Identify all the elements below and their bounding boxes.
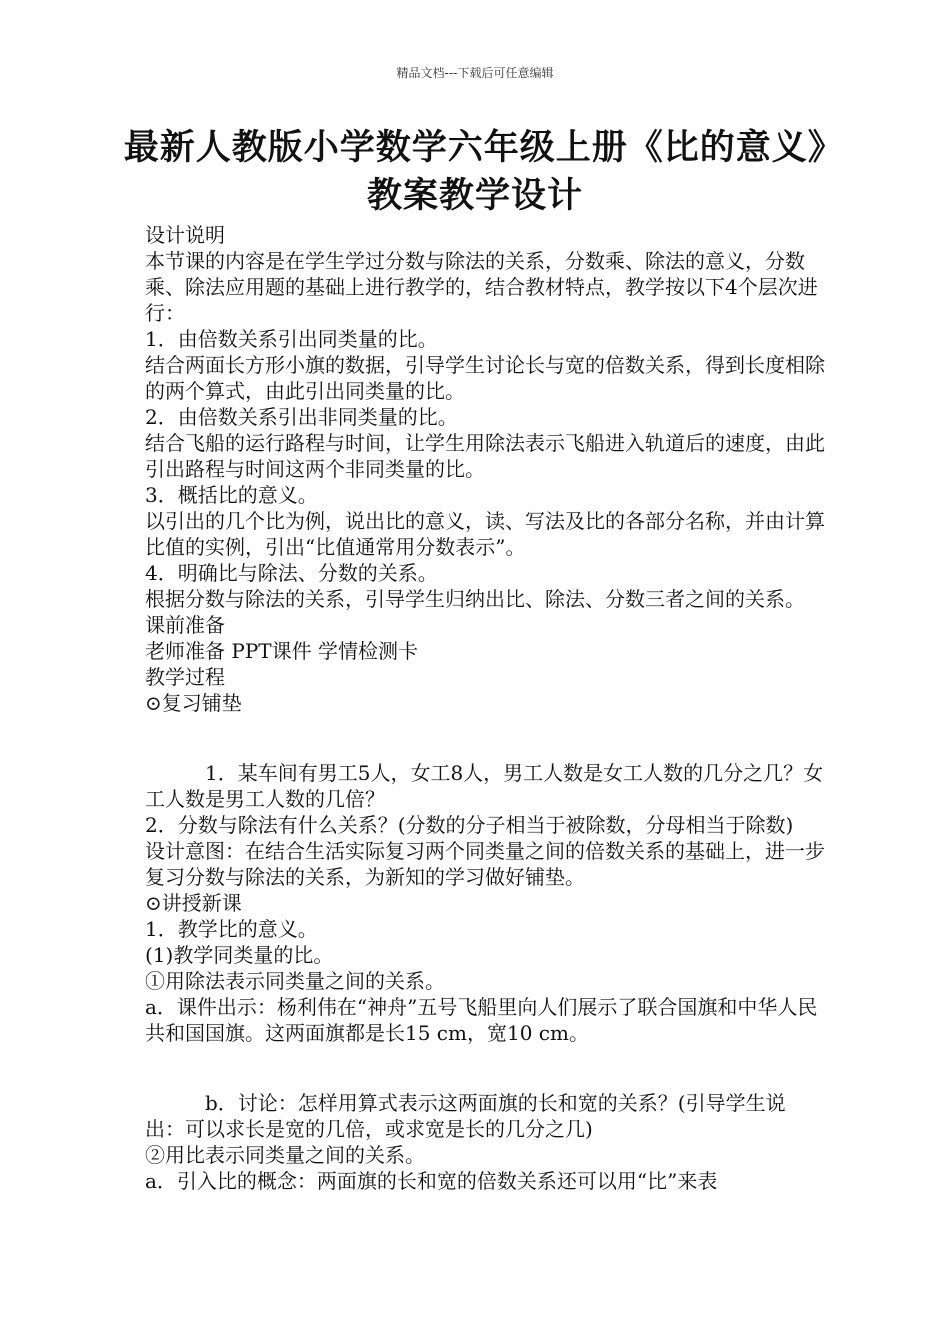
paragraph: a．课件出示：杨利伟在“神舟”五号飞船里向人们展示了联合国旗和中华人民共和国国旗。这两面旗都是长15 cm，宽10 cm。 <box>145 995 818 1045</box>
paragraph: 以引出的几个比为例，说出比的意义，读、写法及比的各部分名称，并由计算比值的实例，引出“比值通常用分数表示”。 <box>145 509 825 559</box>
paragraph: 1．某车间有男工5人，女工8人，男工人数是女工人数的几分之几？女工人数是男工人数的几倍？ <box>145 761 824 811</box>
paragraph: 4．明确比与除法、分数的关系。 <box>145 561 438 585</box>
paragraph: 3．概括比的意义。 <box>145 483 318 507</box>
paragraph: ②用比表示同类量之间的关系。 <box>145 1143 425 1167</box>
paragraph: 设计意图：在结合生活实际复习两个同类量之间的倍数关系的基础上，进一步复习分数与除法的关系，为新知的学习做好铺垫。 <box>145 839 825 889</box>
paragraph: 1．由倍数关系引出同类量的比。 <box>145 327 438 351</box>
section-heading-process: 教学过程 <box>145 665 225 689</box>
paragraph: 结合飞船的运行路程与时间，让学生用除法表示飞船进入轨道后的速度，由此引出路程与时间这两个非同类量的比。 <box>145 431 825 481</box>
header-note: 精品文档---下载后可任意编辑 <box>396 66 554 80</box>
spacer <box>145 1046 825 1090</box>
paragraph: 本节课的内容是在学生学过分数与除法的关系，分数乘、除法的意义，分数乘、除法应用题的基础上进行教学的，结合教材特点，教学按以下4个层次进行： <box>145 249 818 325</box>
paragraph: 结合两面长方形小旗的数据，引导学生讨论长与宽的倍数关系，得到长度相除的两个算式，由此引出同类量的比。 <box>145 353 825 403</box>
paragraph: 2．由倍数关系引出非同类量的比。 <box>145 405 458 429</box>
spacer <box>145 716 825 760</box>
paragraph: 2．分数与除法有什么关系？(分数的分子相当于被除数，分母相当于除数) <box>145 813 794 837</box>
section-heading-prep: 课前准备 <box>145 613 225 637</box>
document-title: 最新人教版小学数学六年级上册《比的意义》教案教学设计 <box>123 127 827 216</box>
section-heading-new-lesson: ⊙讲授新课 <box>145 891 242 915</box>
paragraph: a．引入比的概念：两面旗的长和宽的倍数关系还可以用“比”来表 <box>145 1169 718 1193</box>
section-heading-design: 设计说明 <box>145 223 225 247</box>
paragraph: (1)教学同类量的比。 <box>145 943 334 967</box>
paragraph: b．讨论：怎样用算式表示这两面旗的长和宽的关系？(引导学生说出：可以求长是宽的几倍，或求宽是长的几分之几) <box>145 1091 786 1141</box>
paragraph: 根据分数与除法的关系，引导学生归纳出比、除法、分数三者之间的关系。 <box>145 587 805 611</box>
document-body <box>145 222 825 1194</box>
section-heading-review: ⊙复习铺垫 <box>145 691 242 715</box>
paragraph: 老师准备 PPT课件 学情检测卡 <box>145 639 418 663</box>
paragraph: ①用除法表示同类量之间的关系。 <box>145 969 445 993</box>
paragraph: 1．教学比的意义。 <box>145 917 318 941</box>
